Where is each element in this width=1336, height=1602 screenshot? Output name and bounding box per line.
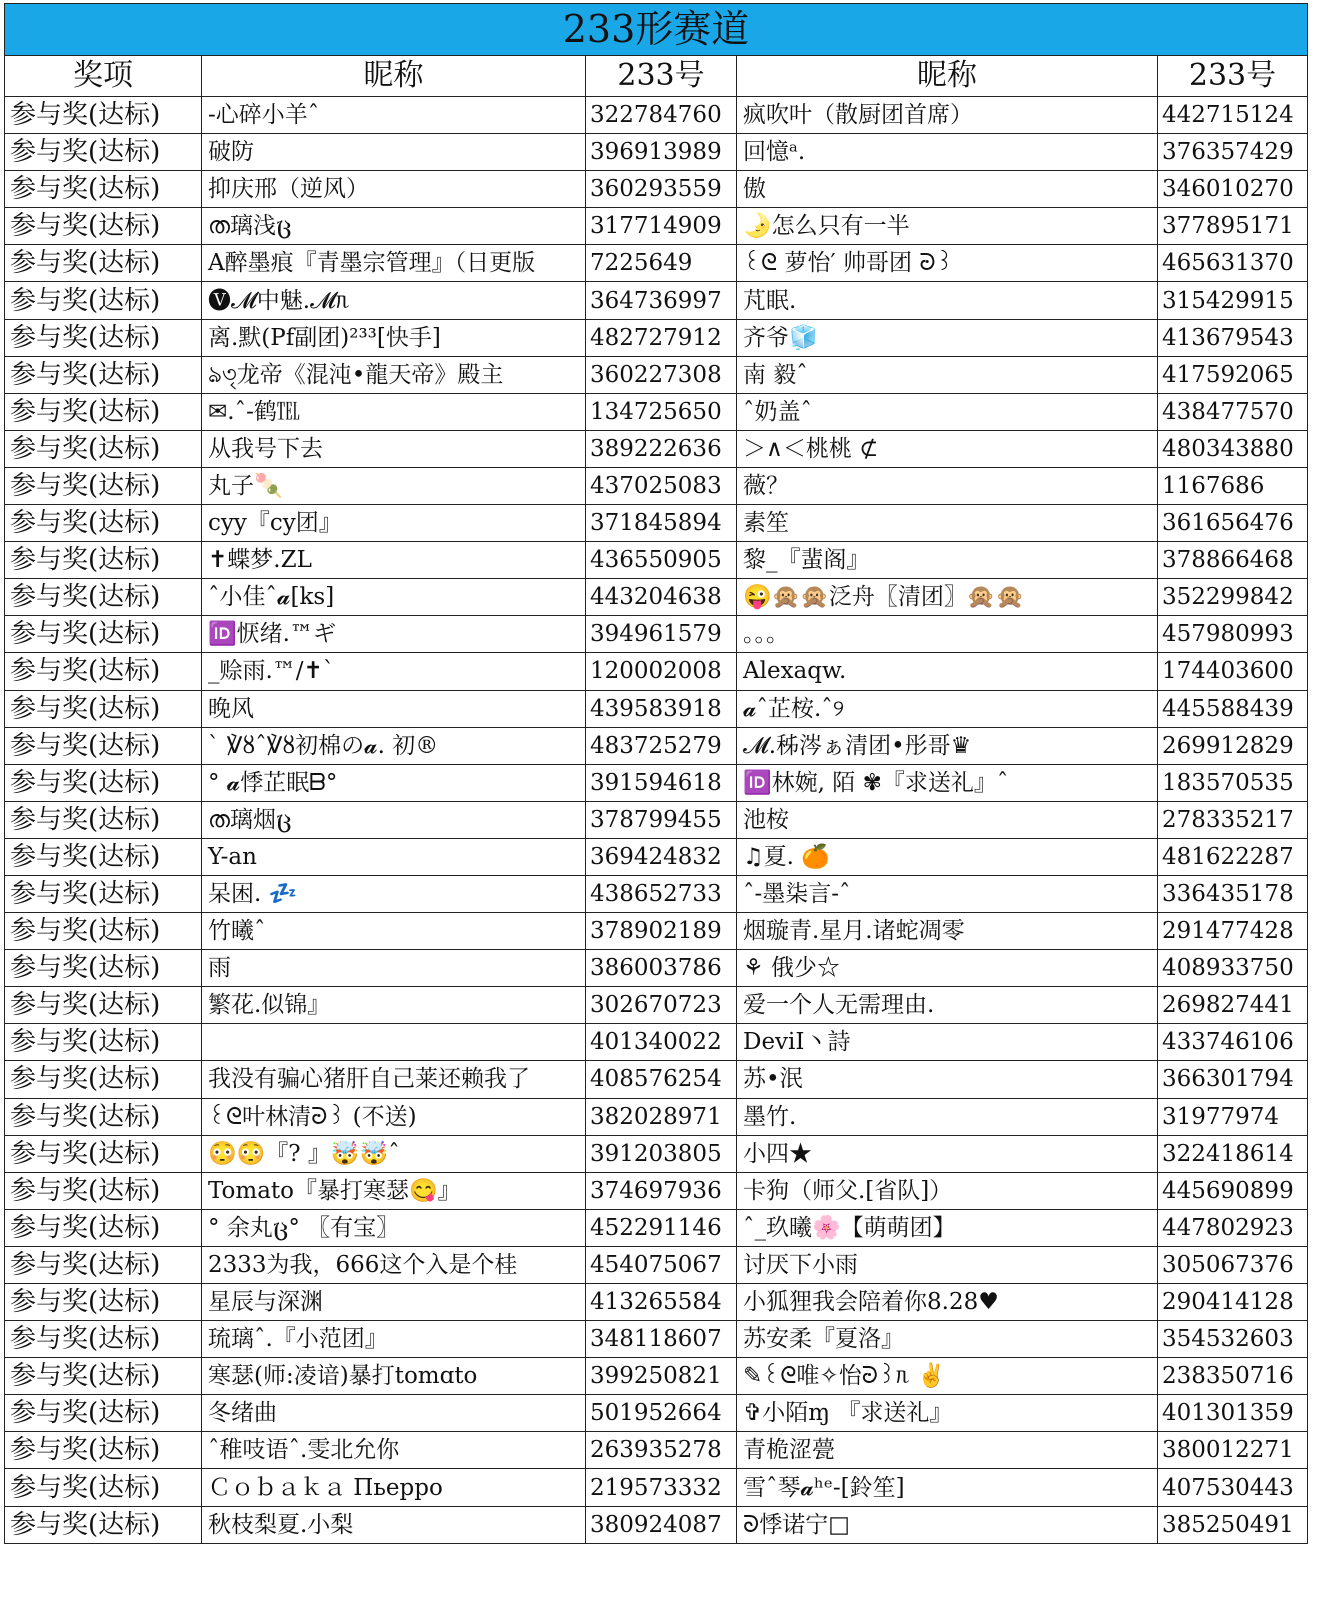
nickname-left-cell: 从我号下去 <box>202 430 586 467</box>
id-left-cell: 364736997 <box>586 282 737 319</box>
id-right-cell: 366301794 <box>1158 1061 1308 1098</box>
id-left-cell: 482727912 <box>586 319 737 356</box>
nickname-right-cell: ⚘ 俄少☆ <box>737 950 1158 987</box>
nickname-right-cell: 池桉 <box>737 801 1158 838</box>
id-right-cell: 354532603 <box>1158 1321 1308 1358</box>
id-left-cell: 394961579 <box>586 616 737 653</box>
table-row <box>5 950 1308 987</box>
id-right-cell: 457980993 <box>1158 616 1308 653</box>
award-cell: 参与奖(达标) <box>5 913 202 950</box>
id-left-cell: 360293559 <box>586 171 737 208</box>
award-cell: 参与奖(达标) <box>5 542 202 579</box>
id-right-cell: 401301359 <box>1158 1395 1308 1432</box>
award-cell: 参与奖(达标) <box>5 801 202 838</box>
nickname-right-cell: ᘐ悸诺宁□ <box>737 1506 1158 1543</box>
award-cell: 参与奖(达标) <box>5 1506 202 1543</box>
id-left-cell: 120002008 <box>586 653 737 690</box>
id-left-cell: 317714909 <box>586 208 737 245</box>
table-row <box>5 690 1308 727</box>
table-row <box>5 838 1308 875</box>
id-left-cell: 452291146 <box>586 1209 737 1246</box>
nickname-left-cell: 秋枝梨夏.小梨 <box>202 1506 586 1543</box>
award-cell: 参与奖(达标) <box>5 1135 202 1172</box>
nickname-right-cell: 🆔林婉, 陌 ✾『求送礼』ˆ <box>737 764 1158 801</box>
nickname-right-cell: 疯吹叶（散厨团首席） <box>737 97 1158 134</box>
nickname-left-cell: 冬绪曲 <box>202 1395 586 1432</box>
table-row <box>5 134 1308 171</box>
id-left-cell: 408576254 <box>586 1061 737 1098</box>
id-left-cell: 302670723 <box>586 987 737 1024</box>
nickname-right-cell: Alexaqw. <box>737 653 1158 690</box>
nickname-left-cell: 我没有骗心猪肝自己莱还赖我了 <box>202 1061 586 1098</box>
header-nickname-right: 昵称 <box>737 56 1158 97</box>
nickname-left-cell: ° 𝓪悸芷眠ᗷ° <box>202 764 586 801</box>
id-left-cell: 386003786 <box>586 950 737 987</box>
id-right-cell: 290414128 <box>1158 1284 1308 1321</box>
table-row <box>5 764 1308 801</box>
table-row <box>5 208 1308 245</box>
table-row <box>5 875 1308 912</box>
award-cell: 参与奖(达标) <box>5 1246 202 1283</box>
award-cell: 参与奖(达标) <box>5 356 202 393</box>
id-right-cell: 305067376 <box>1158 1246 1308 1283</box>
table-row <box>5 653 1308 690</box>
table-row <box>5 245 1308 282</box>
award-cell: 参与奖(达标) <box>5 764 202 801</box>
id-right-cell: 480343880 <box>1158 430 1308 467</box>
nickname-right-cell: 爱一个人无需理由. <box>737 987 1158 1024</box>
award-cell: 参与奖(达标) <box>5 171 202 208</box>
nickname-left-cell: 晚风 <box>202 690 586 727</box>
table-row <box>5 505 1308 542</box>
nickname-right-cell: ＞∧＜桃桃 ⊄ <box>737 430 1158 467</box>
award-cell: 参与奖(达标) <box>5 1098 202 1135</box>
id-left-cell: 369424832 <box>586 838 737 875</box>
nickname-right-cell: ✎꒰ᘓ唯✧怡ᘒ꒱ᥰ ✌ <box>737 1358 1158 1395</box>
id-left-cell: 134725650 <box>586 393 737 430</box>
nickname-right-cell: 𝓪ˆ芷桉.ˆ୨ <box>737 690 1158 727</box>
award-cell: 参与奖(达标) <box>5 393 202 430</box>
nickname-right-cell: 墨竹. <box>737 1098 1158 1135</box>
table-row <box>5 1098 1308 1135</box>
table-row <box>5 801 1308 838</box>
id-right-cell: 408933750 <box>1158 950 1308 987</box>
award-cell: 参与奖(达标) <box>5 1061 202 1098</box>
id-right-cell: 315429915 <box>1158 282 1308 319</box>
id-left-cell: 391203805 <box>586 1135 737 1172</box>
header-nickname-left: 昵称 <box>202 56 586 97</box>
nickname-right-cell: 小狐狸我会陪着你8.28♥ <box>737 1284 1158 1321</box>
award-cell: 参与奖(达标) <box>5 875 202 912</box>
table-row <box>5 1024 1308 1061</box>
header-id-left: 233号 <box>586 56 737 97</box>
award-cell: 参与奖(达标) <box>5 134 202 171</box>
table-row <box>5 171 1308 208</box>
id-right-cell: 445690899 <box>1158 1172 1308 1209</box>
id-left-cell: 438652733 <box>586 875 737 912</box>
id-left-cell: 439583918 <box>586 690 737 727</box>
award-cell: 参与奖(达标) <box>5 653 202 690</box>
nickname-left-cell: ✉.ˆ-鹤℡ <box>202 393 586 430</box>
id-left-cell: 501952664 <box>586 1395 737 1432</box>
nickname-left-cell: 😳😳『? 』🤯🤯ˆ <box>202 1135 586 1172</box>
nickname-right-cell: DeviI丶詩 <box>737 1024 1158 1061</box>
award-cell: 参与奖(达标) <box>5 319 202 356</box>
nickname-right-cell: ˆ-墨柒言-ˆ <box>737 875 1158 912</box>
nickname-left-cell: 琉璃ˆ.『小范团』 <box>202 1321 586 1358</box>
table-row <box>5 1321 1308 1358</box>
nickname-right-cell: 𝓜.秭涔ぁ清团•彤哥♛ <box>737 727 1158 764</box>
nickname-right-cell: ꒰ᘓ 萝怡′ 帅哥团 ᘒ꒱ <box>737 245 1158 282</box>
nickname-right-cell: 烟璇青.星月.诸蛇凋零 <box>737 913 1158 950</box>
table-row <box>5 430 1308 467</box>
id-left-cell: 263935278 <box>586 1432 737 1469</box>
id-right-cell: 322418614 <box>1158 1135 1308 1172</box>
nickname-left-cell: 竹曦ˆ <box>202 913 586 950</box>
table-row <box>5 1135 1308 1172</box>
nickname-left-cell: ˆ稚吱语ˆ.雯北允你 <box>202 1432 586 1469</box>
id-left-cell: 396913989 <box>586 134 737 171</box>
award-cell: 参与奖(达标) <box>5 282 202 319</box>
id-right-cell: 447802923 <box>1158 1209 1308 1246</box>
id-right-cell: 174403600 <box>1158 653 1308 690</box>
id-right-cell: 445588439 <box>1158 690 1308 727</box>
id-left-cell: 454075067 <box>586 1246 737 1283</box>
table-row <box>5 1432 1308 1469</box>
nickname-right-cell: 黎_『蜚阁』 <box>737 542 1158 579</box>
nickname-right-cell: ✞小陌ɱ 『求送礼』 <box>737 1395 1158 1432</box>
nickname-right-cell: ˆ奶盖ˆ <box>737 393 1158 430</box>
header-award: 奖项 <box>5 56 202 97</box>
id-right-cell: 376357429 <box>1158 134 1308 171</box>
award-cell: 参与奖(达标) <box>5 1321 202 1358</box>
id-left-cell: 389222636 <box>586 430 737 467</box>
table-title: 233形赛道 <box>5 4 1308 56</box>
id-right-cell: 417592065 <box>1158 356 1308 393</box>
table-row <box>5 1172 1308 1209</box>
nickname-left-cell: ˋ ℣ȣˆ℣ȣ初棉の𝓪. 初® <box>202 727 586 764</box>
award-cell: 参与奖(达标) <box>5 505 202 542</box>
award-cell: 参与奖(达标) <box>5 1358 202 1395</box>
nickname-right-cell: 雪ˆ琴𝓪ʰᵉ-[鈴笙] <box>737 1469 1158 1506</box>
id-right-cell: 291477428 <box>1158 913 1308 950</box>
award-cell: 参与奖(达标) <box>5 987 202 1024</box>
nickname-right-cell: 讨厌下小雨 <box>737 1246 1158 1283</box>
table-row <box>5 319 1308 356</box>
nickname-left-cell: 丸子🍡 <box>202 467 586 504</box>
nickname-left-cell: 繁花.似锦』 <box>202 987 586 1024</box>
id-right-cell: 465631370 <box>1158 245 1308 282</box>
id-left-cell: 378902189 <box>586 913 737 950</box>
id-right-cell: 336435178 <box>1158 875 1308 912</box>
nickname-left-cell: Tomato『暴打寒瑟😋』 <box>202 1172 586 1209</box>
nickname-right-cell: 🌛怎么只有一半 <box>737 208 1158 245</box>
award-cell: 参与奖(达标) <box>5 208 202 245</box>
nickname-left-cell: ঌ৩ৃ龙帝《混沌•龍天帝》殿主 <box>202 356 586 393</box>
award-cell: 参与奖(达标) <box>5 1432 202 1469</box>
nickname-left-cell: ° 余丸ც° 〖有宝〗 <box>202 1209 586 1246</box>
table-row <box>5 1506 1308 1543</box>
nickname-right-cell: 素笙 <box>737 505 1158 542</box>
table-row <box>5 1209 1308 1246</box>
nickname-left-cell: 雨 <box>202 950 586 987</box>
id-right-cell: 407530443 <box>1158 1469 1308 1506</box>
nickname-right-cell: 。。。 <box>737 616 1158 653</box>
nickname-left-cell: ✝蝶梦.ZL <box>202 542 586 579</box>
award-cell: 参与奖(达标) <box>5 838 202 875</box>
nickname-left-cell: 🆔恹绪.™ギ <box>202 616 586 653</box>
table-row <box>5 467 1308 504</box>
table-row <box>5 97 1308 134</box>
nickname-right-cell: 小四★ <box>737 1135 1158 1172</box>
id-right-cell: 442715124 <box>1158 97 1308 134</box>
id-left-cell: 374697936 <box>586 1172 737 1209</box>
nickname-right-cell: 苏•泯 <box>737 1061 1158 1098</box>
nickname-left-cell: 寒瑟(师:凌谙)暴打tomɑto <box>202 1358 586 1395</box>
nickname-left-cell: Ｃｏｂａｋａ Пьерро <box>202 1469 586 1506</box>
table-row <box>5 727 1308 764</box>
table-row <box>5 282 1308 319</box>
award-cell: 参与奖(达标) <box>5 1209 202 1246</box>
award-cell: 参与奖(达标) <box>5 1284 202 1321</box>
id-right-cell: 269912829 <box>1158 727 1308 764</box>
table-row <box>5 987 1308 1024</box>
award-cell: 参与奖(达标) <box>5 579 202 616</box>
nickname-left-cell: 离.默(Pf副团)²³³[快手] <box>202 319 586 356</box>
nickname-right-cell: 薇？ <box>737 467 1158 504</box>
id-left-cell: 360227308 <box>586 356 737 393</box>
id-left-cell: 437025083 <box>586 467 737 504</box>
id-right-cell: 31977974 <box>1158 1098 1308 1135</box>
id-right-cell: 413679543 <box>1158 319 1308 356</box>
id-left-cell: 382028971 <box>586 1098 737 1135</box>
id-left-cell: 483725279 <box>586 727 737 764</box>
id-left-cell: 380924087 <box>586 1506 737 1543</box>
award-cell: 参与奖(达标) <box>5 950 202 987</box>
nickname-left-cell: ˆ小佳ˆ𝓪[ks] <box>202 579 586 616</box>
nickname-left-cell: 星辰与深渊 <box>202 1284 586 1321</box>
id-right-cell: 385250491 <box>1158 1506 1308 1543</box>
table-row <box>5 1284 1308 1321</box>
nickname-right-cell: 回憶ᵃ. <box>737 134 1158 171</box>
id-right-cell: 438477570 <box>1158 393 1308 430</box>
nickname-left-cell: ത璃浅ც <box>202 208 586 245</box>
nickname-left-cell: 2333为我，666这个入是个桂 <box>202 1246 586 1283</box>
nickname-right-cell: ♫夏. 🍊 <box>737 838 1158 875</box>
nickname-left-cell: Y-an <box>202 838 586 875</box>
header-id-right: 233号 <box>1158 56 1308 97</box>
id-left-cell: 401340022 <box>586 1024 737 1061</box>
nickname-left-cell: 呆困. 💤 <box>202 875 586 912</box>
award-cell: 参与奖(达标) <box>5 1172 202 1209</box>
award-cell: 参与奖(达标) <box>5 1469 202 1506</box>
nickname-left-cell: 破防 <box>202 134 586 171</box>
id-right-cell: 269827441 <box>1158 987 1308 1024</box>
table-row <box>5 616 1308 653</box>
id-right-cell: 380012271 <box>1158 1432 1308 1469</box>
nickname-right-cell: 南 毅ˆ <box>737 356 1158 393</box>
nickname-right-cell: 😜🙊🙊泛舟〖清团〗🙊🙊 <box>737 579 1158 616</box>
award-table <box>4 3 1308 1544</box>
id-left-cell: 371845894 <box>586 505 737 542</box>
award-cell: 参与奖(达标) <box>5 616 202 653</box>
id-left-cell: 322784760 <box>586 97 737 134</box>
id-left-cell: 391594618 <box>586 764 737 801</box>
table-row <box>5 1061 1308 1098</box>
award-cell: 参与奖(达标) <box>5 1024 202 1061</box>
table-row <box>5 1395 1308 1432</box>
table-row <box>5 913 1308 950</box>
award-cell: 参与奖(达标) <box>5 690 202 727</box>
nickname-left-cell: 🅥𝓜中魅.𝓜ᥰ <box>202 282 586 319</box>
nickname-left-cell: _赊雨.™/✝ˋ <box>202 653 586 690</box>
award-cell: 参与奖(达标) <box>5 97 202 134</box>
nickname-left-cell: 抑庆邢（逆风） <box>202 171 586 208</box>
id-right-cell: 278335217 <box>1158 801 1308 838</box>
nickname-left-cell: cyy『cy团』 <box>202 505 586 542</box>
nickname-right-cell: 苏安柔『夏洛』 <box>737 1321 1158 1358</box>
nickname-right-cell: 卡狗（师父.[省队]） <box>737 1172 1158 1209</box>
table-row <box>5 542 1308 579</box>
nickname-left-cell: ꒰ᘓ叶林清ᘒ꒱ (不送) <box>202 1098 586 1135</box>
award-cell: 参与奖(达标) <box>5 1395 202 1432</box>
id-right-cell: 361656476 <box>1158 505 1308 542</box>
id-right-cell: 183570535 <box>1158 764 1308 801</box>
nickname-left-cell: A醉墨痕『青墨宗管理』（日更版 <box>202 245 586 282</box>
id-left-cell: 348118607 <box>586 1321 737 1358</box>
award-cell: 参与奖(达标) <box>5 430 202 467</box>
nickname-left-cell <box>202 1024 586 1061</box>
nickname-right-cell: 青桅涩甍 <box>737 1432 1158 1469</box>
award-cell: 参与奖(达标) <box>5 245 202 282</box>
award-cell: 参与奖(达标) <box>5 727 202 764</box>
nickname-right-cell: 芃眠. <box>737 282 1158 319</box>
id-left-cell: 378799455 <box>586 801 737 838</box>
id-left-cell: 443204638 <box>586 579 737 616</box>
id-left-cell: 219573332 <box>586 1469 737 1506</box>
table-body <box>5 97 1308 1544</box>
nickname-right-cell: 齐爷🧊 <box>737 319 1158 356</box>
id-right-cell: 378866468 <box>1158 542 1308 579</box>
id-left-cell: 436550905 <box>586 542 737 579</box>
award-cell: 参与奖(达标) <box>5 467 202 504</box>
nickname-right-cell: 傲 <box>737 171 1158 208</box>
id-left-cell: 7225649 <box>586 245 737 282</box>
id-right-cell: 238350716 <box>1158 1358 1308 1395</box>
id-left-cell: 413265584 <box>586 1284 737 1321</box>
table-row <box>5 1358 1308 1395</box>
id-right-cell: 433746106 <box>1158 1024 1308 1061</box>
table-row <box>5 1246 1308 1283</box>
id-right-cell: 352299842 <box>1158 579 1308 616</box>
nickname-right-cell: ˆ_玖曦🌸【萌萌团】 <box>737 1209 1158 1246</box>
id-right-cell: 377895171 <box>1158 208 1308 245</box>
id-right-cell: 1167686 <box>1158 467 1308 504</box>
nickname-left-cell: ത璃烟ც <box>202 801 586 838</box>
id-right-cell: 481622287 <box>1158 838 1308 875</box>
nickname-left-cell: -心碎小羊ˆ <box>202 97 586 134</box>
table-row <box>5 1469 1308 1506</box>
id-right-cell: 346010270 <box>1158 171 1308 208</box>
table-row <box>5 579 1308 616</box>
table-row <box>5 393 1308 430</box>
table-row <box>5 356 1308 393</box>
id-left-cell: 399250821 <box>586 1358 737 1395</box>
